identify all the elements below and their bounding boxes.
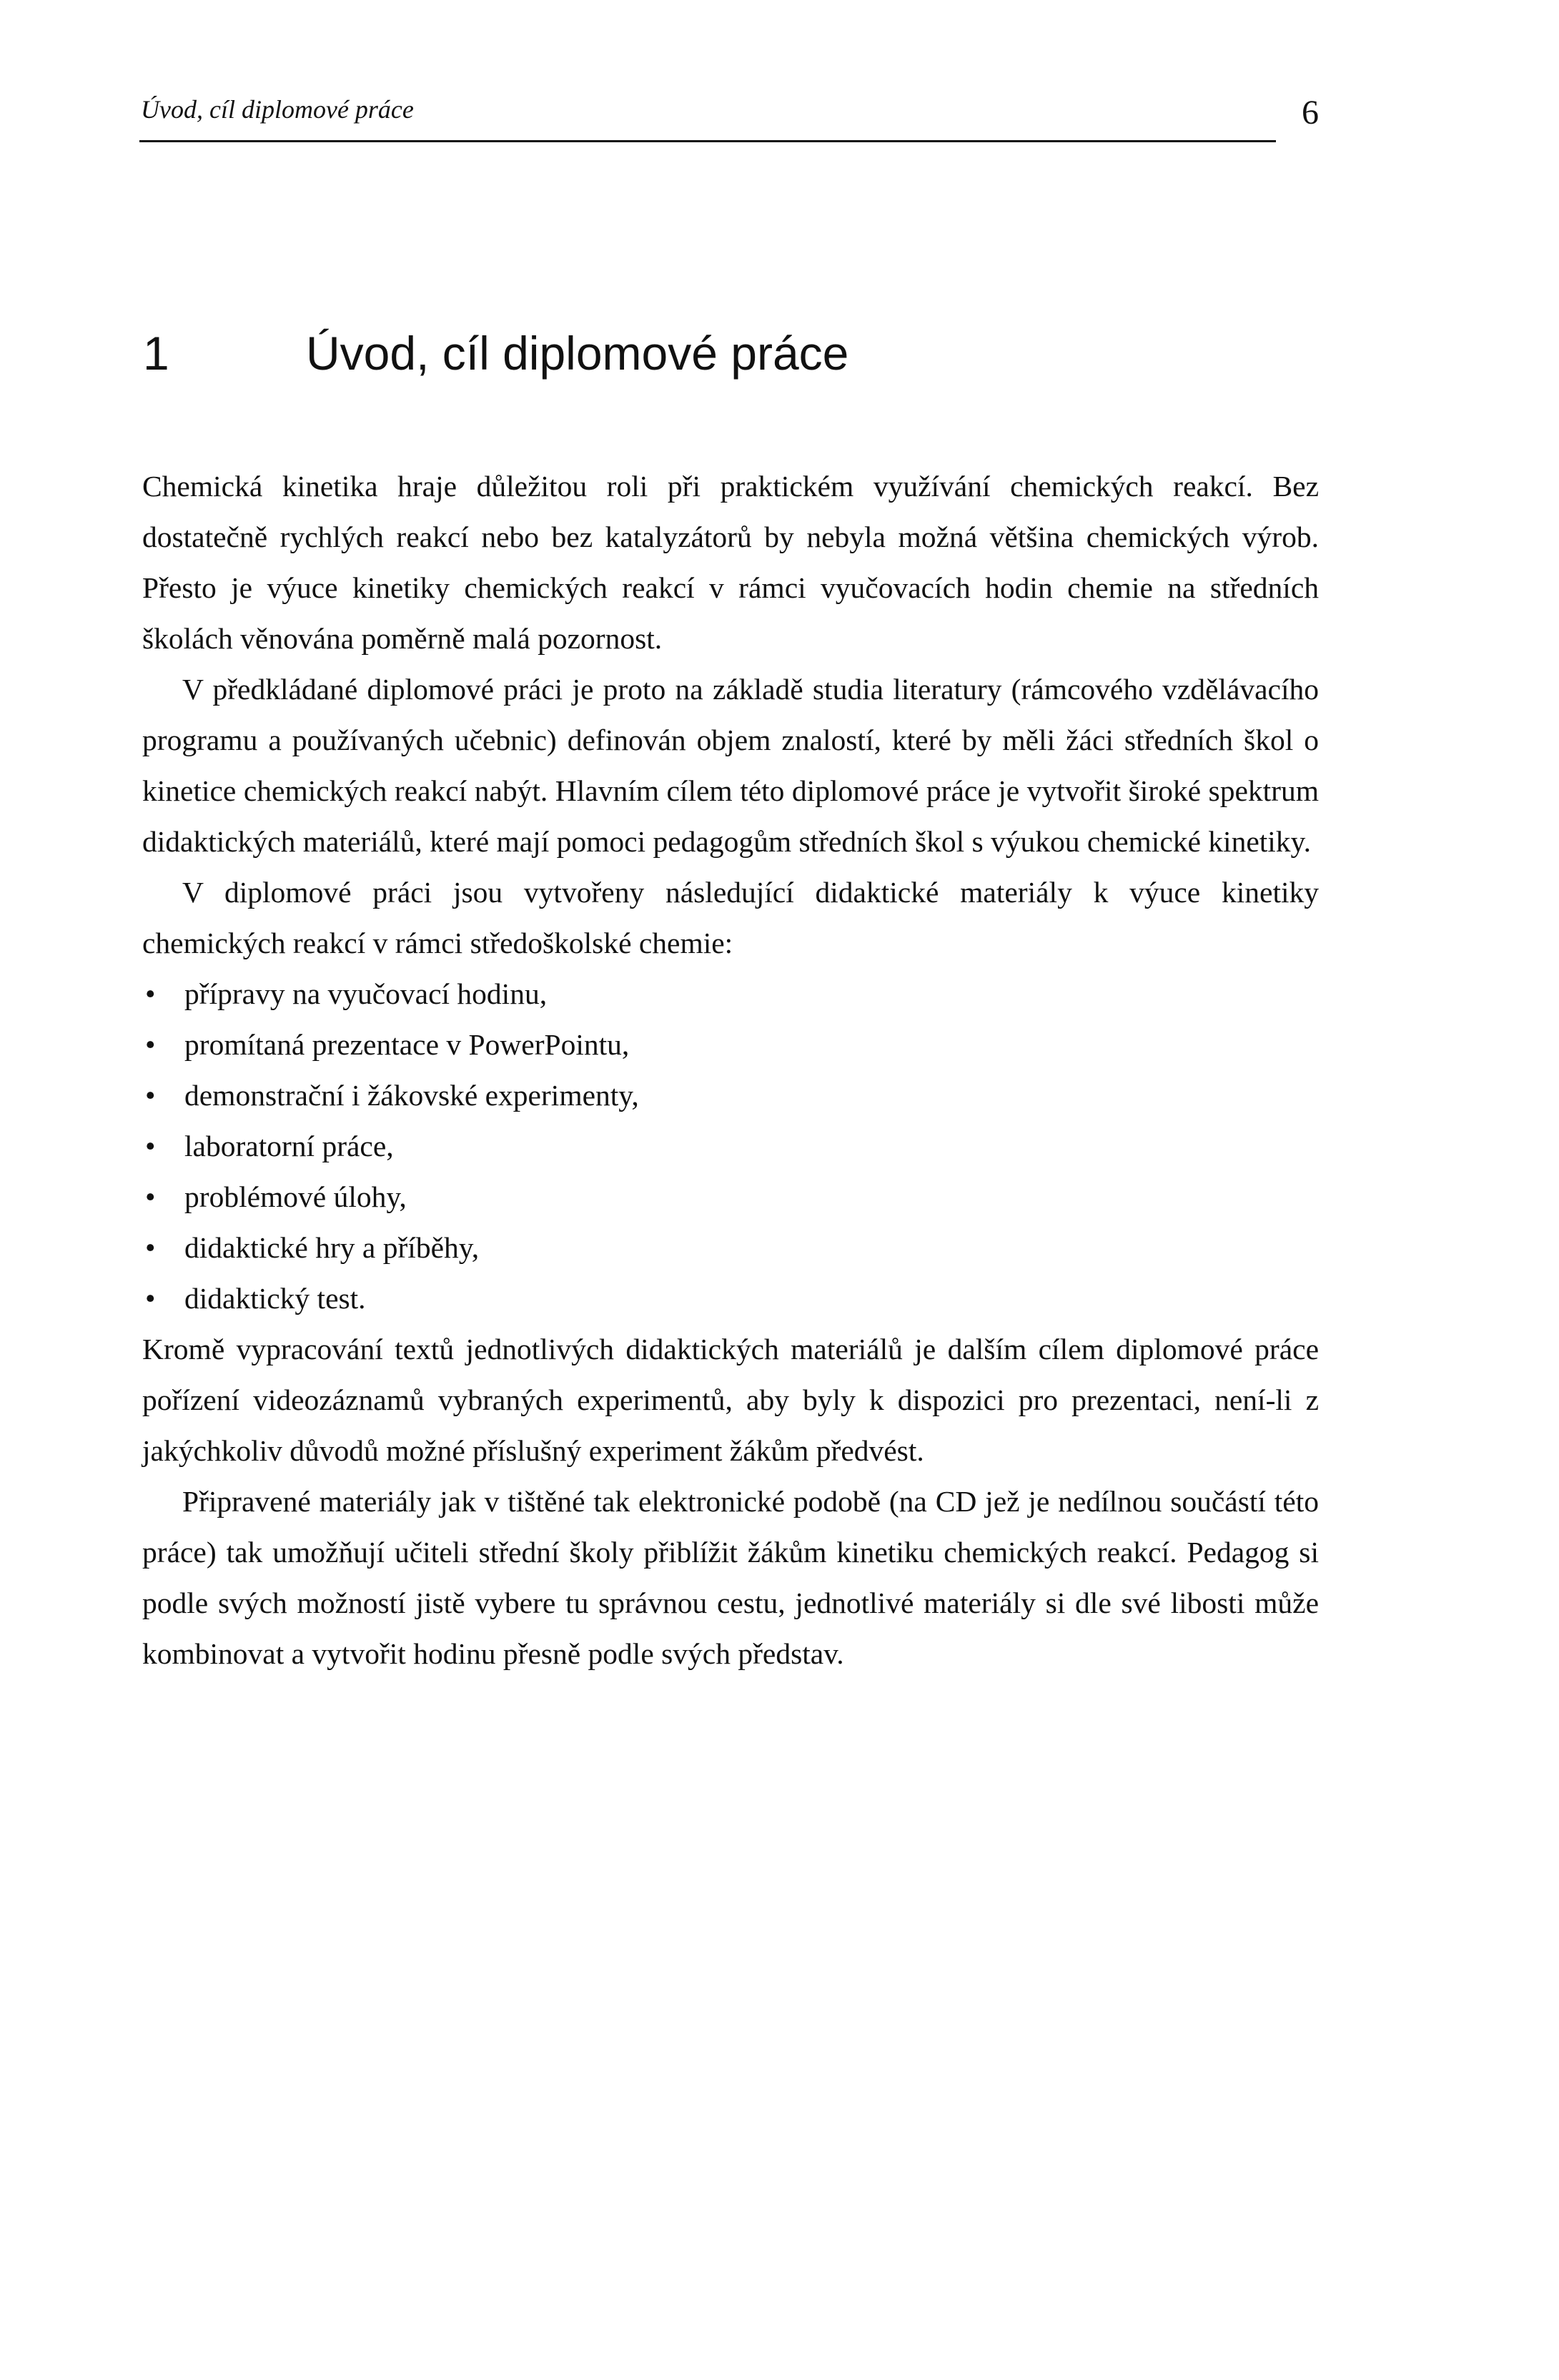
paragraph-video: Kromě vypracování textů jednotlivých didaktických materiálů je dalším cílem diplomové práce pořízení videozáznamů vybraných experimentů, aby byly k dispozici pro prezentaci, není-li z jakýchkoliv důvodů možné příslušný experiment žákům předvést. <box>142 1333 1319 1467</box>
bullet-icon: • <box>145 1180 156 1213</box>
bullet-icon: • <box>145 1231 156 1264</box>
list-item-text: promítaná prezentace v PowerPointu, <box>184 1028 630 1061</box>
body-text <box>142 461 1319 1679</box>
bullet-icon: • <box>145 1282 156 1315</box>
list-item-text: problémové úlohy, <box>184 1180 407 1213</box>
bullet-icon: • <box>145 1130 156 1162</box>
bullet-icon: • <box>145 1028 156 1061</box>
chapter-heading <box>143 325 848 382</box>
list-item-text: didaktické hry a příběhy, <box>184 1231 480 1264</box>
paragraph-goal: V předkládané diplomové práci je proto na základě studia literatury (rámcového vzdělávacího programu a používaných učebnic) definován objem znalostí, které by měli žáci středních škol o kinetice chemických reakcí nabýt. Hlavním cílem této diplomové práce je vytvořit široké spektrum didaktických materiálů, které mají pomoci pedagogům středních škol s výukou chemické kinetiky. <box>142 673 1319 858</box>
materials-list <box>142 969 1319 1324</box>
list-item <box>142 1223 1319 1273</box>
paragraph-conclusion: Připravené materiály jak v tištěné tak elektronické podobě (na CD jež je nedílnou součástí této práce) tak umožňují učiteli střední školy přiblížit žákům kinetiku chemických reakcí. Pedagog si podle svých možností jistě vybere tu správnou cestu, jednotlivé materiály si dle své libosti může kombinovat a vytvořit hodinu přesně podle svých představ. <box>142 1485 1319 1670</box>
list-item-text: přípravy na vyučovací hodinu, <box>184 977 548 1010</box>
running-title: Úvod, cíl diplomové práce <box>141 95 414 124</box>
list-item-text: laboratorní práce, <box>184 1130 394 1162</box>
list-item-text: demonstrační i žákovské experimenty, <box>184 1079 639 1112</box>
list-item <box>142 1070 1319 1121</box>
bullet-icon: • <box>145 977 156 1010</box>
list-item <box>142 1273 1319 1324</box>
page-number: 6 <box>1302 94 1319 132</box>
list-item <box>142 1019 1319 1070</box>
paragraph-intro: Chemická kinetika hraje důležitou roli při praktickém využívání chemických reakcí. Bez dostatečně rychlých reakcí nebo bez katalyzátorů by nebyla možná většina chemických výrob. Přesto je výuce kinetiky chemických reakcí v rámci vyučovacích hodin chemie na středních školách věnována poměrně malá pozornost. <box>142 470 1319 655</box>
running-header <box>139 92 1319 142</box>
list-item-text: didaktický test. <box>184 1282 366 1315</box>
chapter-title: Úvod, cíl diplomové práce <box>306 327 849 380</box>
list-item <box>142 969 1319 1019</box>
list-item <box>142 1121 1319 1172</box>
bullet-icon: • <box>145 1079 156 1112</box>
paragraph-materials-intro: V diplomové práci jsou vytvořeny následující didaktické materiály k výuce kinetiky chemických reakcí v rámci středoškolské chemie: <box>142 876 1319 959</box>
list-item <box>142 1172 1319 1223</box>
chapter-number: 1 <box>143 327 169 380</box>
